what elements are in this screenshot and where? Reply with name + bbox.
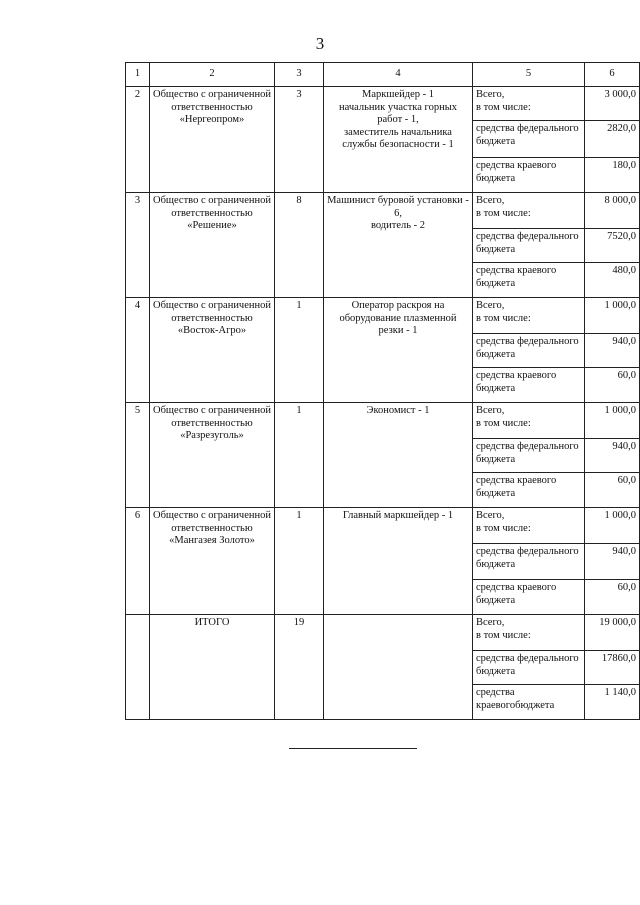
- funding-total-label: Всего, в том числе:: [473, 87, 585, 121]
- regional-budget-amount: 480,0: [585, 263, 640, 298]
- federal-budget-amount: 940,0: [585, 439, 640, 473]
- funding-total-label: Всего, в том числе:: [473, 403, 585, 439]
- header-cell: 5: [473, 63, 585, 87]
- regional-budget-label: средства краевого бюджета: [473, 473, 585, 508]
- funding-total-amount: 1 000,0: [585, 508, 640, 544]
- federal-budget-amount: 2820,0: [585, 121, 640, 158]
- table-row: [126, 403, 640, 439]
- funding-total-label: Всего, в том числе:: [473, 298, 585, 334]
- header-row: [126, 63, 640, 87]
- header-cell: 3: [275, 63, 324, 87]
- positions: Оператор раскроя на оборудование плазменной резки - 1: [324, 298, 473, 403]
- totals-federal-amount: 17860,0: [585, 651, 640, 685]
- row-number: 4: [126, 298, 150, 403]
- totals-positions-cell: [324, 615, 473, 720]
- totals-regional-amount: 1 140,0: [585, 685, 640, 720]
- job-count: 3: [275, 87, 324, 193]
- totals-row: [126, 615, 640, 651]
- table-row: [126, 87, 640, 121]
- regional-budget-label: средства краевого бюджета: [473, 368, 585, 403]
- federal-budget-amount: 7520,0: [585, 229, 640, 263]
- job-count: 1: [275, 298, 324, 403]
- federal-budget-label: средства федерального бюджета: [473, 544, 585, 580]
- positions: Экономист - 1: [324, 403, 473, 508]
- organization-name: Общество с ограниченной ответственностью «Разрезуголь»: [150, 403, 275, 508]
- regional-budget-label: средства краевого бюджета: [473, 580, 585, 615]
- page-number: 3: [315, 34, 325, 53]
- header-cell: 1: [126, 63, 150, 87]
- table-row: [126, 508, 640, 544]
- funding-total-label: Всего, в том числе:: [473, 193, 585, 229]
- funding-total-label: Всего, в том числе:: [473, 508, 585, 544]
- regional-budget-label: средства краевого бюджета: [473, 158, 585, 193]
- organization-name: Общество с ограниченной ответственностью «Мангазея Золото»: [150, 508, 275, 615]
- regional-budget-amount: 60,0: [585, 580, 640, 615]
- header-cell: 4: [324, 63, 473, 87]
- federal-budget-label: средства федерального бюджета: [473, 334, 585, 368]
- totals-regional-label: средства краевогобюджета: [473, 685, 585, 720]
- federal-budget-amount: 940,0: [585, 544, 640, 580]
- job-count: 1: [275, 403, 324, 508]
- funding-total-amount: 1 000,0: [585, 403, 640, 439]
- table-row: [126, 298, 640, 334]
- totals-count: 19: [275, 615, 324, 720]
- federal-budget-label: средства федерального бюджета: [473, 439, 585, 473]
- job-count: 1: [275, 508, 324, 615]
- totals-number-cell: [126, 615, 150, 720]
- organization-name: Общество с ограниченной ответственностью «Решение»: [150, 193, 275, 298]
- row-number: 2: [126, 87, 150, 193]
- federal-budget-label: средства федерального бюджета: [473, 121, 585, 158]
- regional-budget-amount: 180,0: [585, 158, 640, 193]
- positions: Машинист буровой установки - 6, водитель - 2: [324, 193, 473, 298]
- funding-total-amount: 1 000,0: [585, 298, 640, 334]
- row-number: 3: [126, 193, 150, 298]
- header-cell: 6: [585, 63, 640, 87]
- table-row: [126, 193, 640, 229]
- regional-budget-amount: 60,0: [585, 473, 640, 508]
- funding-total-amount: 3 000,0: [585, 87, 640, 121]
- job-count: 8: [275, 193, 324, 298]
- funding-total-amount: 8 000,0: [585, 193, 640, 229]
- federal-budget-label: средства федерального бюджета: [473, 229, 585, 263]
- organization-name: Общество с ограниченной ответственностью «Восток-Агро»: [150, 298, 275, 403]
- totals-funding-label: Всего, в том числе:: [473, 615, 585, 651]
- header-cell: 2: [150, 63, 275, 87]
- positions: Главный маркшейдер - 1: [324, 508, 473, 615]
- regional-budget-amount: 60,0: [585, 368, 640, 403]
- federal-budget-amount: 940,0: [585, 334, 640, 368]
- funding-table: [125, 62, 640, 720]
- totals-federal-label: средства федерального бюджета: [473, 651, 585, 685]
- row-number: 6: [126, 508, 150, 615]
- positions: Маркшейдер - 1 начальник участка горных работ - 1, заместитель начальника службы безопасности - 1: [324, 87, 473, 193]
- regional-budget-label: средства краевого бюджета: [473, 263, 585, 298]
- totals-amount: 19 000,0: [585, 615, 640, 651]
- footer-divider: [289, 748, 417, 749]
- organization-name: Общество с ограниченной ответственностью «Нергеопром»: [150, 87, 275, 193]
- totals-label: ИТОГО: [150, 615, 275, 720]
- row-number: 5: [126, 403, 150, 508]
